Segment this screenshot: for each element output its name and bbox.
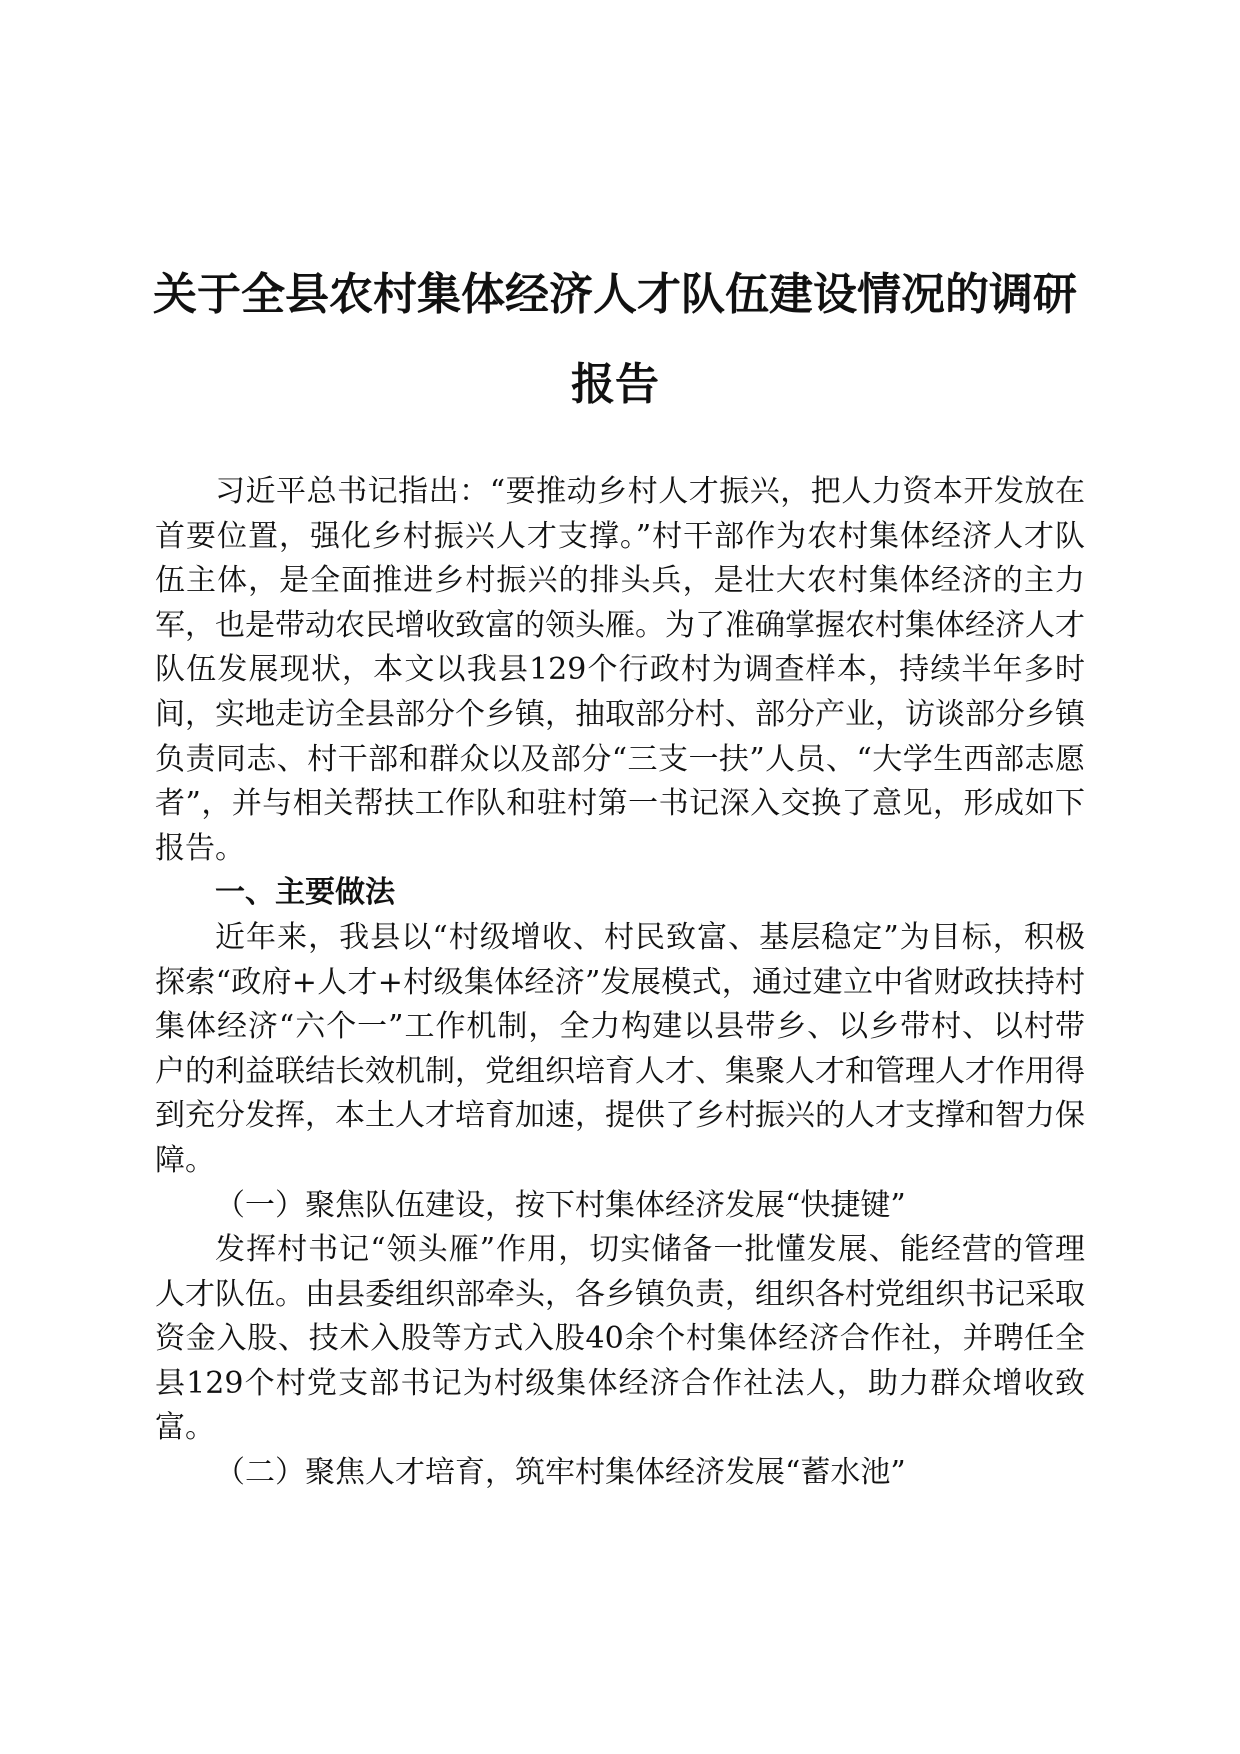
subsection-heading-talent-cultivation: （二）聚焦人才培育，筑牢村集体经济发展“蓄水池”: [215, 1455, 906, 1491]
document-title: 关于全县农村集体经济人才队伍建设情况的调研报告: [153, 269, 1077, 410]
section-heading-main-practices: 一、主要做法: [215, 875, 395, 911]
document-body: [155, 470, 1085, 1496]
subsection-heading-team-building: （一）聚焦队伍建设，按下村集体经济发展“快捷键”: [215, 1187, 906, 1223]
subsection-1-paragraph: 发挥村书记“领头雁”作用，切实储备一批懂发展、能经营的管理人才队伍。由县委组织部牵头，各乡镇负责，组织各村党组织书记采取资金入股、技术入股等方式入股40余个村集体经济合作社，并聘任全县129个村党支部书记为村级集体经济合作社法人，助力群众增收致富。: [155, 1232, 1085, 1446]
section-1-paragraph: 近年来，我县以“村级增收、村民致富、基层稳定”为目标，积极探索“政府+人才+村级集体经济”发展模式，通过建立中省财政扶持村集体经济“六个一”工作机制，全力构建以县带乡、以乡带村、以村带户的利益联结长效机制，党组织培育人才、集聚人才和管理人才作用得到充分发挥，本土人才培育加速，提供了乡村振兴的人才支撑和智力保障。: [155, 919, 1085, 1178]
intro-paragraph: 习近平总书记指出：“要推动乡村人才振兴，把人力资本开发放在首要位置，强化乡村振兴人才支撑。”村干部作为农村集体经济人才队伍主体，是全面推进乡村振兴的排头兵，是壮大农村集体经济的主力军，也是带动农民增收致富的领头雁。为了准确掌握农村集体经济人才队伍发展现状，本文以我县129个行政村为调查样本，持续半年多时间，实地走访全县部分个乡镇，抽取部分村、部分产业，访谈部分乡镇负责同志、村干部和群众以及部分“三支一扶”人员、“大学生西部志愿者”，并与相关帮扶工作队和驻村第一书记深入交换了意见，形成如下报告。: [155, 474, 1085, 866]
